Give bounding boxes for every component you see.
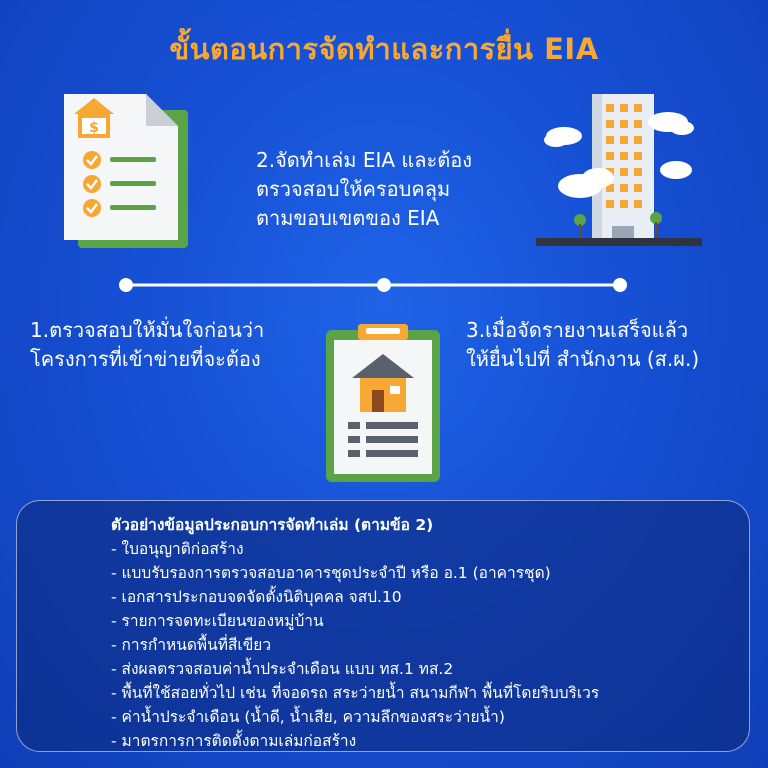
info-box — [16, 500, 750, 752]
step-1-line-1: 1.ตรวจสอบให้มั่นใจก่อนว่า — [30, 318, 265, 342]
page-title: ขั้นตอนการจัดทำและการยื่น EIA — [169, 32, 599, 66]
timeline-node-1 — [119, 278, 133, 292]
step-3-line-2: ให้ยื่นไปที่ สำนักงาน (ส.ผ.) — [466, 347, 700, 371]
svg-text:$: $ — [89, 120, 99, 136]
info-item: - ส่งผลตรวจสอบค่าน้ำประจำเดือน แบบ ทส.1 ทส.2 — [111, 660, 454, 678]
step-1-line-2: โครงการที่เข้าข่ายที่จะต้อง — [30, 347, 261, 371]
info-item: - ใบอนุญาติก่อสร้าง — [111, 540, 244, 558]
timeline-node-2 — [377, 278, 391, 292]
step-1-text — [30, 316, 264, 374]
info-item: - เอกสารประกอบจดจัดตั้งนิติบุคคล จสป.10 — [111, 588, 402, 606]
info-heading: ตัวอย่างข้อมูลประกอบการจัดทำเล่ม (ตามข้อ 2) — [111, 516, 434, 534]
info-item: - รายการจดทะเบียนของหมู่บ้าน — [111, 612, 324, 630]
info-item: - แบบรับรองการตรวจสอบอาคารชุดประจำปี หรือ อ.1 (อาคารชุด) — [111, 564, 551, 582]
house-clipboard-icon — [326, 324, 440, 488]
info-item: - การกำหนดพื้นที่สีเขียว — [111, 636, 272, 654]
info-item: - ค่าน้ำประจำเดือน (น้ำดี, น้ำเสีย, ความลึกของสระว่ายน้ำ) — [111, 708, 505, 726]
step-3-text — [466, 316, 699, 374]
step-3-line-1: 3.เมื่อจัดรายงานเสร็จแล้ว — [466, 318, 689, 342]
step-2-line-1: 2.จัดทำเล่ม EIA และต้อง — [256, 148, 473, 172]
info-item: - พื้นที่ใช้สอยทั่วไป เช่น ที่จอดรถ สระว่ายน้ำ สนามกีฬา พื้นที่โดยริบบริเวร — [111, 684, 600, 702]
info-content — [111, 513, 599, 753]
timeline-node-3 — [613, 278, 627, 292]
info-item: - มาตรการการติดตั้งตามเล่มก่อสร้าง — [111, 732, 357, 750]
step-2-line-3: ตามขอบเขตของ EIA — [256, 206, 440, 230]
step-2-line-2: ตรวจสอบให้ครอบคลุม — [256, 177, 451, 201]
